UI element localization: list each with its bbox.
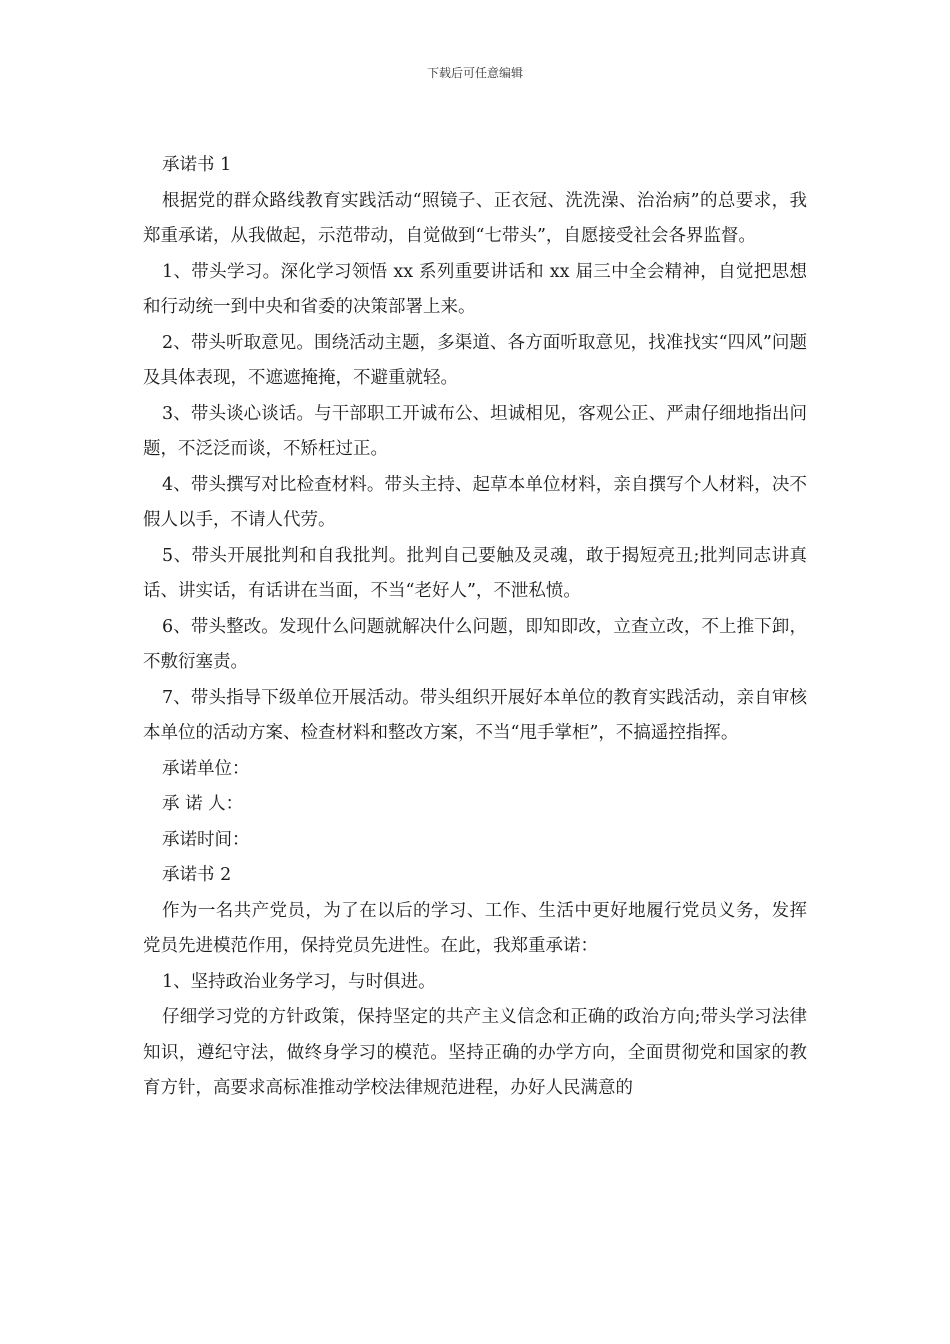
- paragraph-intro: 根据党的群众路线教育实践活动“照镜子、正衣冠、洗洗澡、治治病”的总要求，我郑重承诺，从我做起，示范带动，自觉做到“七带头”，自愿接受社会各界监督。: [143, 190, 807, 246]
- paragraph-item-5: 5、带头开展批判和自我批判。批判自己要触及灵魂，敢于揭短亮丑;批判同志讲真话、讲实话，有话讲在当面，不当“老好人”，不泄私愤。: [143, 545, 807, 601]
- paragraph-item-2-1: 1、坚持政治业务学习，与时俱进。: [162, 971, 436, 992]
- paragraph-item-4: 4、带头撰写对比检查材料。带头主持、起草本单位材料，亲自撰写个人材料，决不假人以手，不请人代劳。: [143, 474, 807, 530]
- paragraph-item-1: 1、带头学习。深化学习领悟 xx 系列重要讲话和 xx 届三中全会精神，自觉把思想和行动统一到中央和省委的决策部署上来。: [143, 261, 807, 317]
- paragraph-item-2: 2、带头听取意见。围绕活动主题，多渠道、各方面听取意见，找准找实“四风”问题及具体表现，不遮遮掩掩，不避重就轻。: [143, 332, 807, 388]
- paragraph-item-7: 7、带头指导下级单位开展活动。带头组织开展好本单位的教育实践活动，亲自审核本单位的活动方案、检查材料和整改方案，不当“甩手掌柜”，不搞遥控指挥。: [143, 687, 807, 743]
- section-title-1: 承诺书 1: [162, 155, 232, 175]
- paragraph-body-2-1: 仔细学习党的方针政策，保持坚定的共产主义信念和正确的政治方向;带头学习法律知识，遵纪守法，做终身学习的模范。坚持正确的办学方向，全面贯彻党和国家的教育方针，高要求高标准推动学校法律规范进程，办好人民满意的: [143, 1007, 807, 1098]
- paragraph-intro-2: 作为一名共产党员，为了在以后的学习、工作、生活中更好地履行党员义务，发挥党员先进模范作用，保持党员先进性。在此，我郑重承诺：: [143, 900, 807, 956]
- paragraph-item-6: 6、带头整改。发现什么问题就解决什么问题，即知即改，立查立改，不上推下卸，不敷衍塞责。: [143, 616, 807, 672]
- signature-unit: 承诺单位：: [162, 758, 250, 779]
- section-title-2: 承诺书 2: [162, 865, 232, 885]
- signature-date: 承诺时间：: [162, 829, 250, 850]
- document-body: [143, 148, 807, 1107]
- page-header: 下载后可任意编辑: [426, 66, 523, 80]
- paragraph-item-3: 3、带头谈心谈话。与干部职工开诚布公、坦诚相见，客观公正、严肃仔细地指出问题，不泛泛而谈，不矫枉过正。: [143, 403, 807, 459]
- signature-person: 承 诺 人：: [162, 794, 244, 814]
